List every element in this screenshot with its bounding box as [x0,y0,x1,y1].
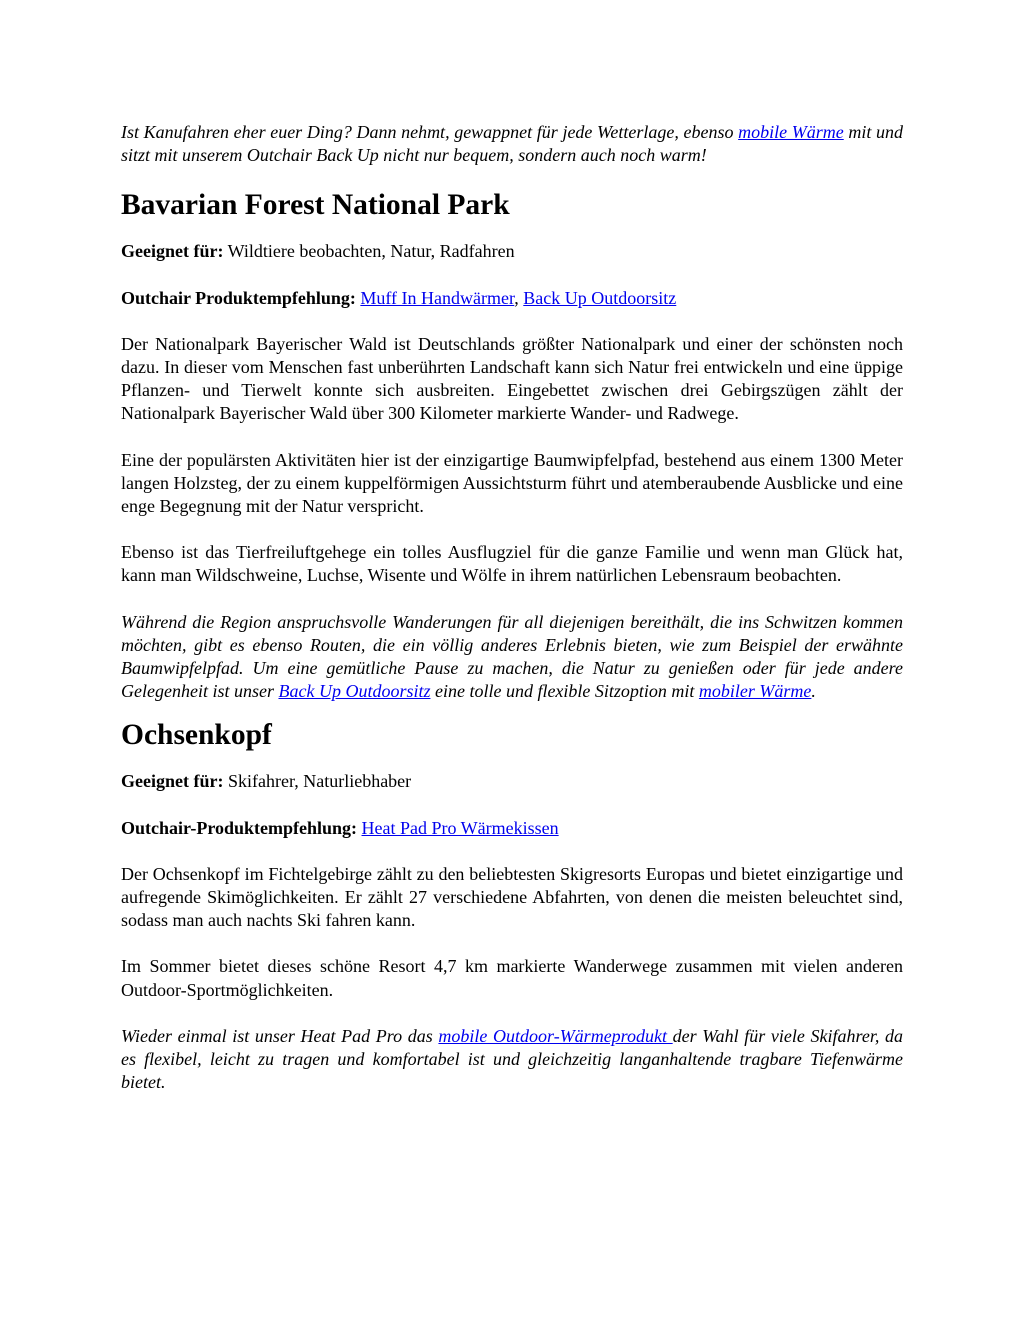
ochsenkopf-suited-for [121,770,903,793]
intro-paragraph [121,121,903,167]
bavarian-p4-text-3: . [811,681,816,702]
bavarian-suited-for [121,240,903,263]
bavarian-heading: Bavarian Forest National Park [121,189,510,222]
ochsenkopf-paragraph-2: Im Sommer bietet dieses schöne Resort 4,7 km markierte Wanderwege zusammen mit vielen anderen Outdoor-Sportmöglichkeiten. [121,956,903,1000]
ochsenkopf-product-label: Outchair-Produktempfehlung: [121,817,358,838]
mobile-waerme-link[interactable]: mobile Wärme [738,122,844,142]
bavarian-p4-text-1: Während die Region anspruchsvolle Wanderungen für all diejenigen bereithält, die ins Schwitzen kommen möchten, gibt es ebenso Routen, die ein völlig anderes Erlebnis bieten, wie zum Beispiel der erwähnte Baumwipfelpfad. Um eine gemütliche Pause zu machen, die Natur zu genießen oder für jede andere Gelegenheit ist unser [121,611,903,702]
ochsenkopf-product-recommendation [121,817,903,840]
ochsenkopf-paragraph-3 [121,1025,903,1095]
bavarian-paragraph-4 [121,611,903,704]
ochsenkopf-p3-text-1: Wieder einmal ist unser Heat Pad Pro das [121,1025,439,1046]
ochsenkopf-paragraph-1: Der Ochsenkopf im Fichtelgebirge zählt zu den beliebtesten Skigresorts Europas und bietet einzigartige und aufregende Skimöglichkeiten. Er zählt 27 verschiedene Abfahrten, von denen die meisten beleuchtet sind, sodass man auch nachts Ski fahren kann. [121,863,903,931]
ochsenkopf-suited-label: Geeignet für: [121,771,224,792]
bavarian-paragraph-3: Ebenso ist das Tierfreiluftgehege ein tolles Ausflugziel für die ganze Familie und wenn man Glück hat, kann man Wildschweine, Luchse, Wisente und Wölfe in ihrem natürlichen Lebensraum beobachten. [121,542,903,586]
bavarian-product-recommendation [121,287,903,310]
heat-pad-pro-link[interactable]: Heat Pad Pro Wärmekissen [361,817,559,838]
muff-in-handwaermer-link[interactable]: Muff In Handwärmer [360,287,515,308]
back-up-outdoorsitz-link[interactable]: Back Up Outdoorsitz [523,287,677,308]
bavarian-suited-label: Geeignet für: [121,241,224,262]
back-up-outdoorsitz-inline-link[interactable]: Back Up Outdoorsitz [278,681,431,702]
mobiler-waerme-link[interactable]: mobiler Wärme [698,681,812,702]
bavarian-product-label: Outchair Produktempfehlung: [121,287,356,308]
bavarian-paragraph-1: Der Nationalpark Bayerischer Wald ist Deutschlands größter Nationalpark und einer der schönsten noch dazu. In dieser vom Menschen fast unberührten Landschaft kann sich Natur frei entwickeln und eine üppige Pflanzen- und Tierwelt konnte sich ausbreiten. Eingebettet zwischen drei Gebirgszügen zählt der Nationalpark Bayerischer Wald über 300 Kilometer markierte Wander- und Radwege. [121,333,903,424]
ochsenkopf-suited-value: Skifahrer, Naturliebhaber [223,771,412,792]
intro-text-1: Ist Kanufahren eher euer Ding? Dann nehmt, gewappnet für jede Wetterlage, ebenso [121,122,739,142]
bavarian-p4-text-2: eine tolle und flexible Sitzoption mit [430,681,699,702]
bavarian-paragraph-2: Eine der populärsten Aktivitäten hier ist der einzigartige Baumwipfelpfad, bestehend aus einem 1300 Meter langen Holzsteg, der zu einem kuppelförmigen Aussichtsturm führt und atemberaubende Ausblicke und eine enge Begegnung mit der Natur verspricht. [121,449,903,517]
ochsenkopf-p3-text-2: der Wahl für viele Skifahrer, da es flexibel, leicht zu tragen und komfortabel ist und gleichzeitig langanhaltende tragbare Tiefenwärme bietet. [121,1025,903,1093]
ochsenkopf-heading: Ochsenkopf [121,719,272,752]
mobile-outdoor-waermeprodukt-link[interactable]: mobile Outdoor-Wärmeprodukt [438,1025,673,1046]
intro-text-2: mit und sitzt mit unserem Outchair Back Up nicht nur bequem, sondern auch noch warm! [121,122,903,166]
product-separator: , [514,287,524,308]
document-page [121,121,903,1094]
bavarian-suited-value: Wildtiere beobachten, Natur, Radfahren [223,241,515,262]
